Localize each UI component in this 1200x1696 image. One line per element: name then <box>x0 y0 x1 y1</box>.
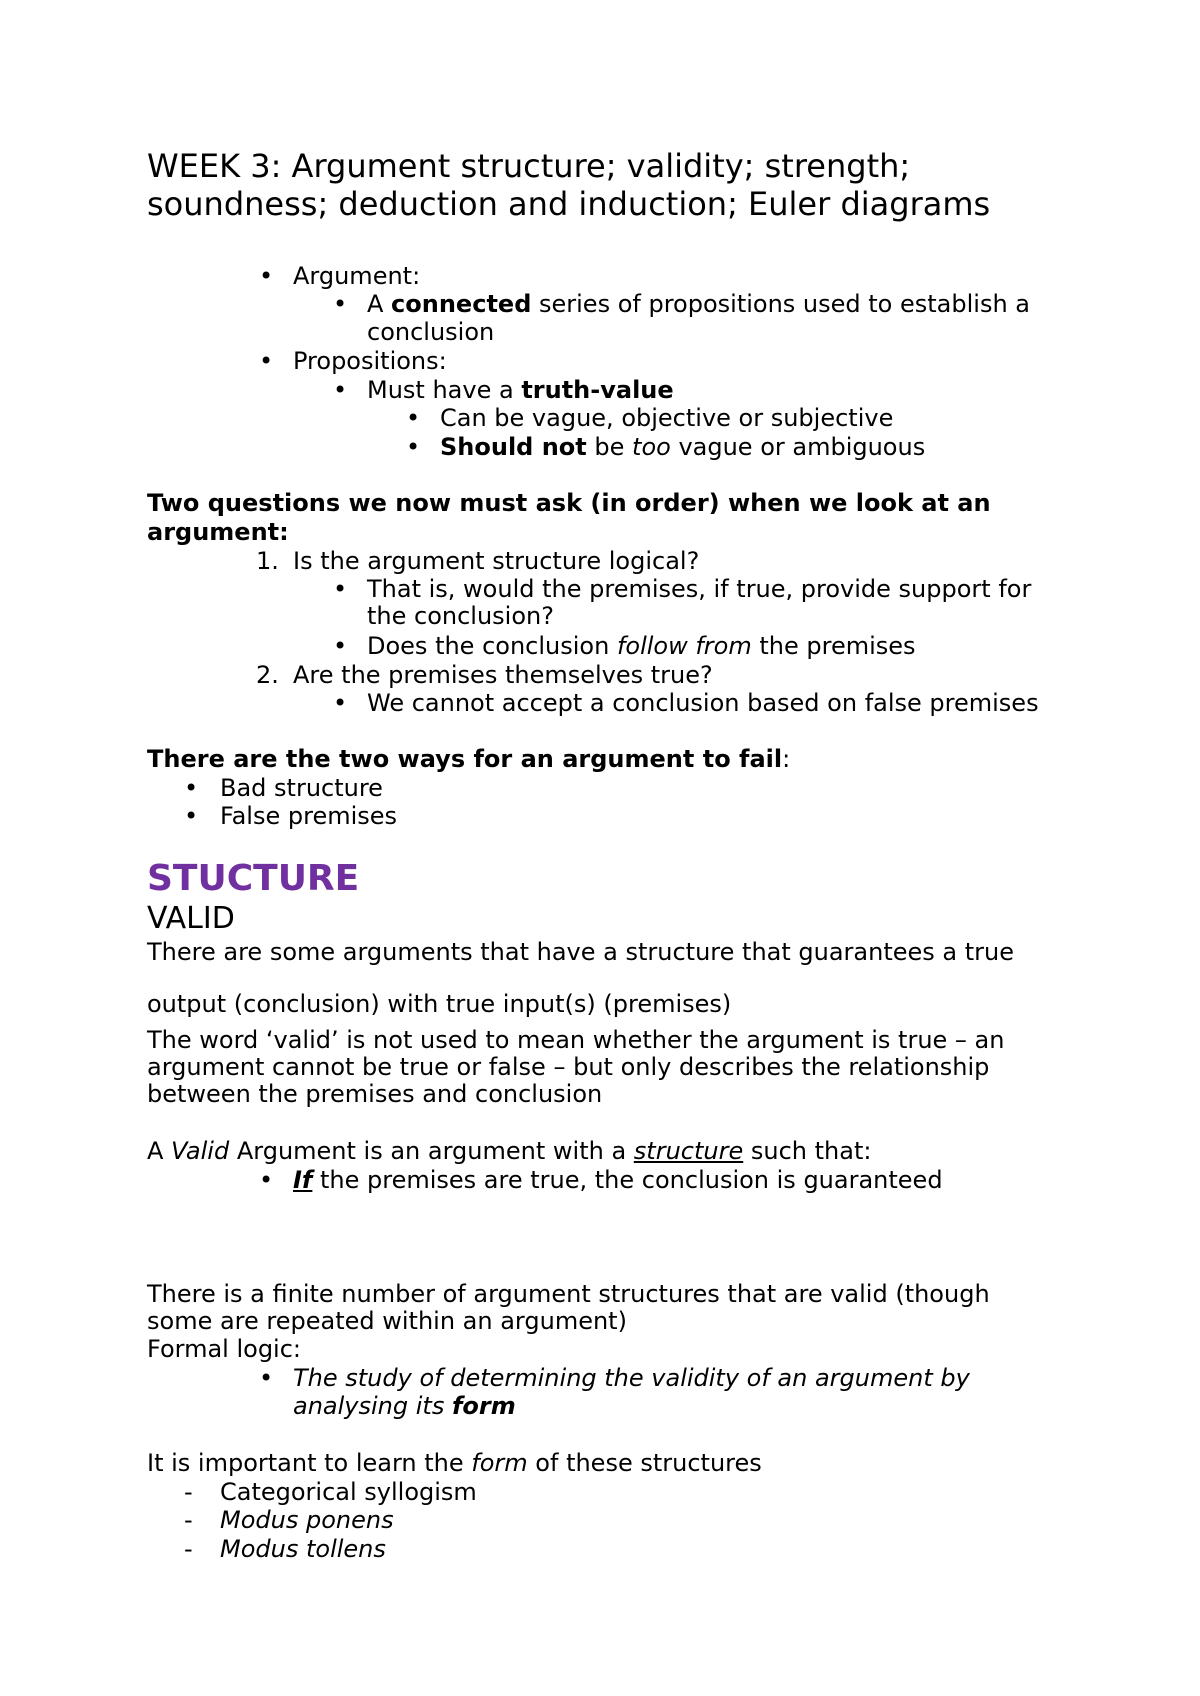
valid-paragraph-1-line-1: There are some arguments that have a structure that guarantees a true <box>147 938 1014 966</box>
questions-heading-line-2: argument: <box>147 518 289 546</box>
question-1-sub-2: Does the conclusion follow from the premises <box>367 632 916 660</box>
bullet-icon: • <box>259 1364 274 1392</box>
bullet-icon: • <box>333 575 348 603</box>
questions-heading-line-1: Two questions we now must ask (in order) when we look at an <box>147 489 991 517</box>
bullet-icon: • <box>184 802 199 830</box>
bullet-icon: • <box>259 262 274 290</box>
bullet-icon: • <box>259 347 274 375</box>
valid-paragraph-2-line-1: The word ‘valid’ is not used to mean whether the argument is true – an <box>147 1026 1005 1054</box>
valid-definition-condition: If the premises are true, the conclusion is guaranteed <box>293 1166 943 1194</box>
form-modus-tollens: Modus tollens <box>220 1535 386 1563</box>
proposition-should-not: Should not be too vague or ambiguous <box>440 433 926 461</box>
document-title-line-2: soundness; deduction and induction; Euler diagrams <box>147 185 991 223</box>
bullet-icon: • <box>259 1166 274 1194</box>
bullet-icon: • <box>333 290 348 318</box>
argument-definition-line-2: conclusion <box>367 318 495 346</box>
question-1: Is the argument structure logical? <box>293 547 700 575</box>
argument-definition-line-1: A connected series of propositions used to establish a <box>367 290 1030 318</box>
list-number: 1. <box>256 547 279 575</box>
bullet-icon: • <box>333 689 348 717</box>
document-title-line-1: WEEK 3: Argument structure; validity; strength; <box>147 147 911 185</box>
bullet-icon: • <box>406 404 421 432</box>
dash-marker: - <box>184 1506 193 1534</box>
proposition-vague: Can be vague, objective or subjective <box>440 404 894 432</box>
formal-logic-definition-line-1: The study of determining the validity of an argument by <box>293 1364 970 1392</box>
valid-subheading: VALID <box>147 901 235 936</box>
proposition-truth-value: Must have a truth-value <box>367 376 674 404</box>
valid-paragraph-1-line-2: output (conclusion) with true input(s) (premises) <box>147 990 732 1018</box>
question-1-sub-1-line-1: That is, would the premises, if true, provide support for <box>367 575 1032 603</box>
structure-heading: STUCTURE <box>147 858 360 899</box>
formal-logic-label: Formal logic: <box>147 1335 301 1363</box>
propositions-label: Propositions: <box>293 347 447 375</box>
argument-label: Argument: <box>293 262 421 290</box>
dash-marker: - <box>184 1478 193 1506</box>
valid-paragraph-2-line-2: argument cannot be true or false – but only describes the relationship <box>147 1053 990 1081</box>
fail-item-bad-structure: Bad structure <box>220 774 383 802</box>
finite-structures-line-1: There is a finite number of argument structures that are valid (though <box>147 1280 990 1308</box>
fail-item-false-premises: False premises <box>220 802 398 830</box>
valid-argument-definition: A Valid Argument is an argument with a structure such that: <box>147 1137 872 1165</box>
list-number: 2. <box>256 661 279 689</box>
formal-logic-definition-line-2: analysing its form <box>293 1392 516 1420</box>
bullet-icon: • <box>333 632 348 660</box>
bullet-icon: • <box>184 774 199 802</box>
dash-marker: - <box>184 1535 193 1563</box>
finite-structures-line-2: some are repeated within an argument) <box>147 1307 627 1335</box>
bullet-icon: • <box>333 376 348 404</box>
valid-paragraph-2-line-3: between the premises and conclusion <box>147 1080 603 1108</box>
bullet-icon: • <box>406 433 421 461</box>
question-2: Are the premises themselves true? <box>293 661 713 689</box>
question-2-sub-1: We cannot accept a conclusion based on false premises <box>367 689 1039 717</box>
form-modus-ponens: Modus ponens <box>220 1506 394 1534</box>
fail-heading: There are the two ways for an argument to fail: <box>147 745 791 773</box>
learn-form-sentence: It is important to learn the form of these structures <box>147 1449 762 1477</box>
form-categorical-syllogism: Categorical syllogism <box>220 1478 477 1506</box>
question-1-sub-1-line-2: the conclusion? <box>367 602 554 630</box>
